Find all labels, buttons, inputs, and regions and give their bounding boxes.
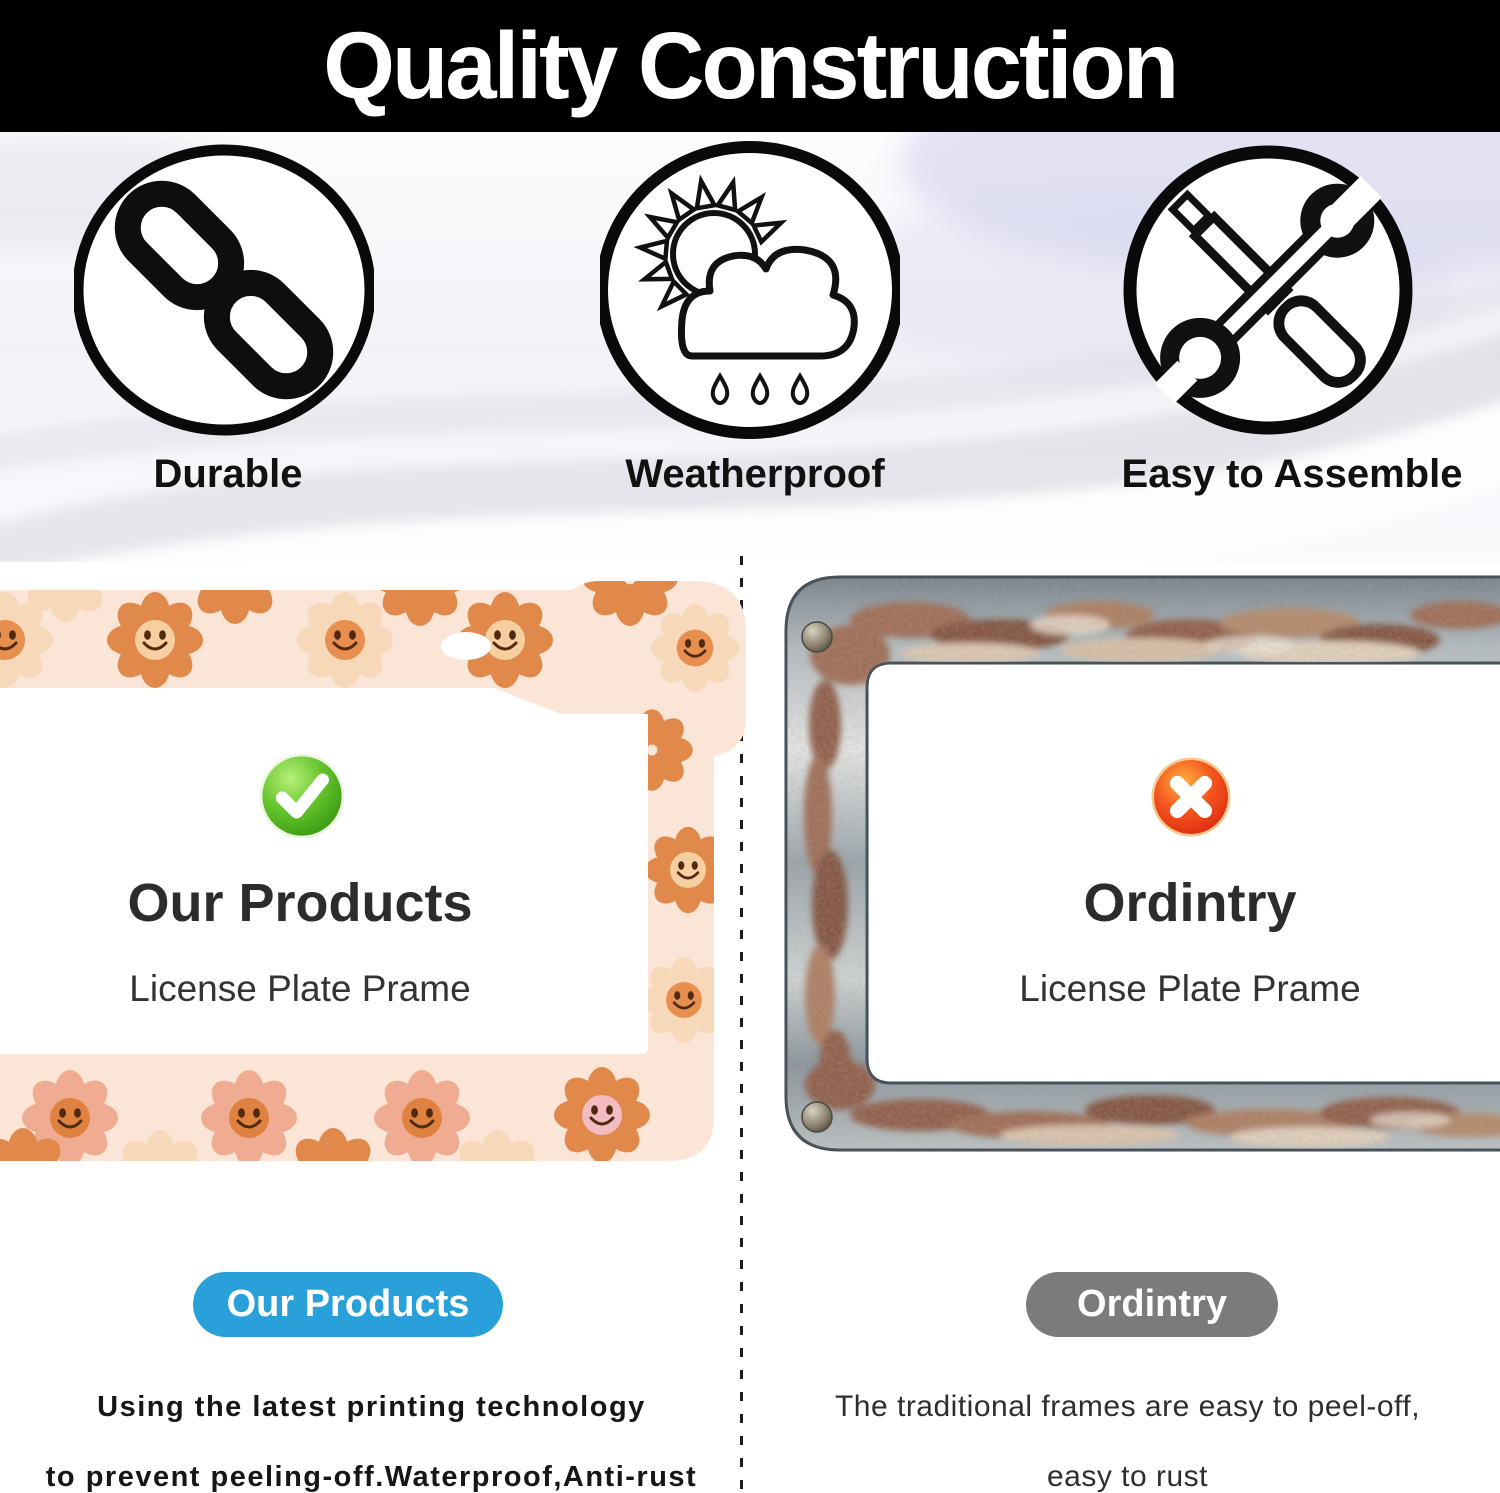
- left-panel-subheading: License Plate Prame: [129, 968, 471, 1009]
- red-cross-icon: [1148, 754, 1234, 840]
- right-panel-subheading: License Plate Prame: [1019, 968, 1361, 1009]
- feature-durable: [74, 140, 374, 440]
- left-description-line2: to prevent peeling-off.Waterproof,Anti-rust: [45, 1461, 698, 1493]
- flower-license-plate-frame: [0, 570, 750, 1170]
- right-description-line2: easy to rust: [1046, 1460, 1209, 1493]
- our-products-badge: [193, 1272, 503, 1337]
- left-description: [0, 1372, 743, 1493]
- chain-link-icon: [74, 140, 374, 440]
- screw-bottom-left: [802, 1102, 832, 1132]
- sun-cloud-rain-icon: [600, 140, 900, 440]
- right-panel-heading: Ordintry: [1083, 873, 1297, 933]
- screw-slot: [441, 632, 491, 660]
- feature-easy-assemble: [1118, 140, 1418, 440]
- rusty-license-plate-frame: [770, 565, 1500, 1165]
- feature-weatherproof: [600, 140, 900, 440]
- banner-title: Quality Construction: [323, 12, 1177, 119]
- right-description-line1: The traditional frames are easy to peel-off,: [834, 1390, 1421, 1423]
- banner: [0, 0, 1500, 132]
- feature-label-durable: Durable: [153, 452, 303, 496]
- green-check-icon: [257, 751, 347, 841]
- screw-top-left: [802, 622, 832, 652]
- left-panel-heading: Our Products: [127, 873, 473, 933]
- ordintry-badge-label: Ordintry: [1077, 1283, 1227, 1325]
- rust-texture: [770, 565, 1500, 1165]
- feature-label-weatherproof: Weatherproof: [625, 452, 885, 496]
- ordintry-badge: [1026, 1272, 1278, 1337]
- our-products-badge-label: Our Products: [226, 1283, 470, 1325]
- screwdriver-wrench-icon: [1118, 140, 1418, 440]
- left-description-line1: Using the latest printing technology: [97, 1391, 646, 1423]
- right-description: [755, 1372, 1500, 1493]
- feature-label-easy-assemble: Easy to Assemble: [1121, 452, 1463, 496]
